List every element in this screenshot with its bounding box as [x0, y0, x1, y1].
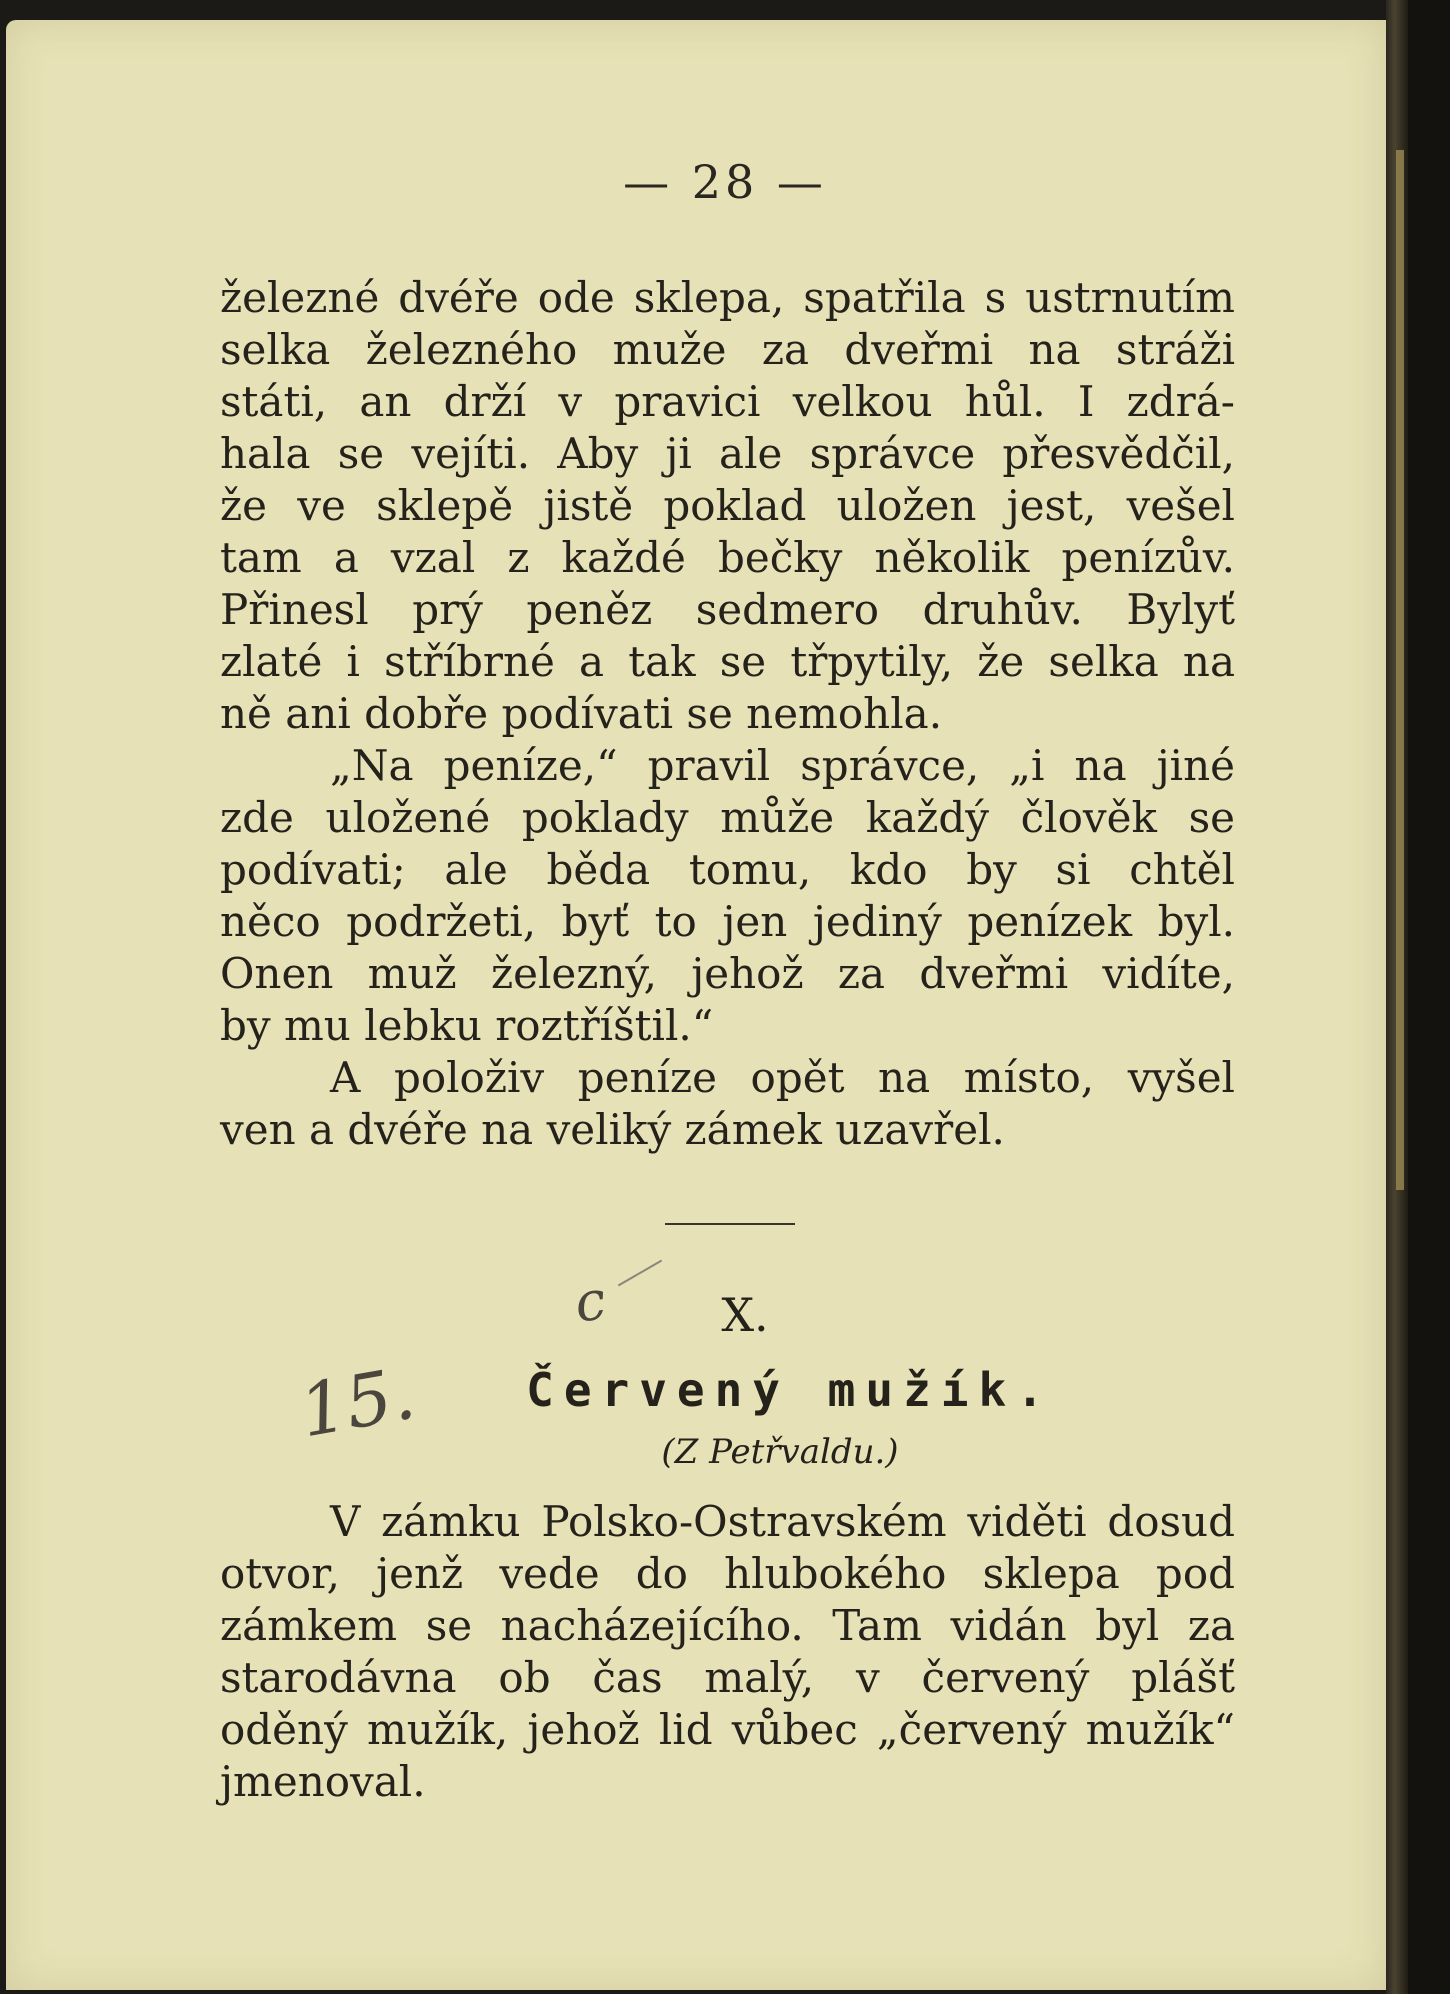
text-line: zámkem se nacházejícího. Tam vidán byl za — [220, 1601, 1235, 1650]
text-line: zde uložené poklady může každý člověk se — [220, 793, 1235, 842]
text-line: tam a vzal z každé bečky několik penízův. — [220, 533, 1235, 582]
text-line: železné dvéře ode sklepa, spatřila s ustrnutím — [220, 273, 1235, 322]
chapter-subtitle: (Z Petřvaldu.) — [661, 1432, 899, 1472]
text-line: Přinesl prý peněz sedmero druhův. Bylyť — [220, 585, 1235, 634]
scan-margin — [1408, 0, 1450, 1994]
text-line: A položiv peníze opět na místo, vyšel — [330, 1053, 1235, 1102]
text-line: ven a dvéře na veliký zámek uzavřel. — [220, 1105, 1005, 1154]
text-line: by mu lebku roztříštil.“ — [220, 1001, 714, 1050]
text-line: ně ani dobře podívati se nemohla. — [220, 689, 943, 738]
page-edge-stripe — [1396, 150, 1404, 1190]
text-line: Onen muž železný, jehož za dveřmi vidíte, — [220, 949, 1235, 998]
text-line: něco podržeti, byť to jen jediný penízek byl. — [220, 897, 1235, 946]
text-line: státi, an drží v pravici velkou hůl. I zdrá- — [220, 377, 1235, 426]
page-number: — 28 — — [623, 155, 827, 209]
text-line: že ve sklepě jistě poklad uložen jest, vešel — [220, 481, 1235, 530]
section-divider — [665, 1223, 795, 1225]
text-line: hala se vejíti. Aby ji ale správce přesvědčil, — [220, 429, 1235, 478]
text-line: podívati; ale běda tomu, kdo by si chtěl — [220, 845, 1235, 894]
text-line: starodávna ob čas malý, v červený plášť — [220, 1653, 1235, 1702]
text-line: zlaté i stříbrné a tak se třpytily, že selka na — [220, 637, 1235, 686]
text-line: oděný mužík, jehož lid vůbec „červený mužík“ — [220, 1705, 1235, 1754]
paragraph-4 — [220, 1496, 1235, 1808]
text-line: jmenoval. — [220, 1757, 426, 1806]
paragraph-3 — [220, 1052, 1235, 1156]
handwritten-mark: c — [570, 1268, 610, 1335]
chapter-title: Červený mužík. — [526, 1363, 1054, 1417]
paragraph-1 — [220, 272, 1235, 740]
chapter-number: X. — [721, 1288, 769, 1342]
text-line: selka železného muže za dveřmi na stráži — [220, 325, 1235, 374]
text-line: V zámku Polsko-Ostravském viděti dosud — [330, 1497, 1235, 1546]
text-line: otvor, jenž vede do hlubokého sklepa pod — [220, 1549, 1235, 1598]
paragraph-2 — [220, 740, 1235, 1052]
handwritten-number: 15. — [293, 1350, 421, 1454]
text-line: „Na peníze,“ pravil správce, „i na jiné — [330, 741, 1235, 790]
